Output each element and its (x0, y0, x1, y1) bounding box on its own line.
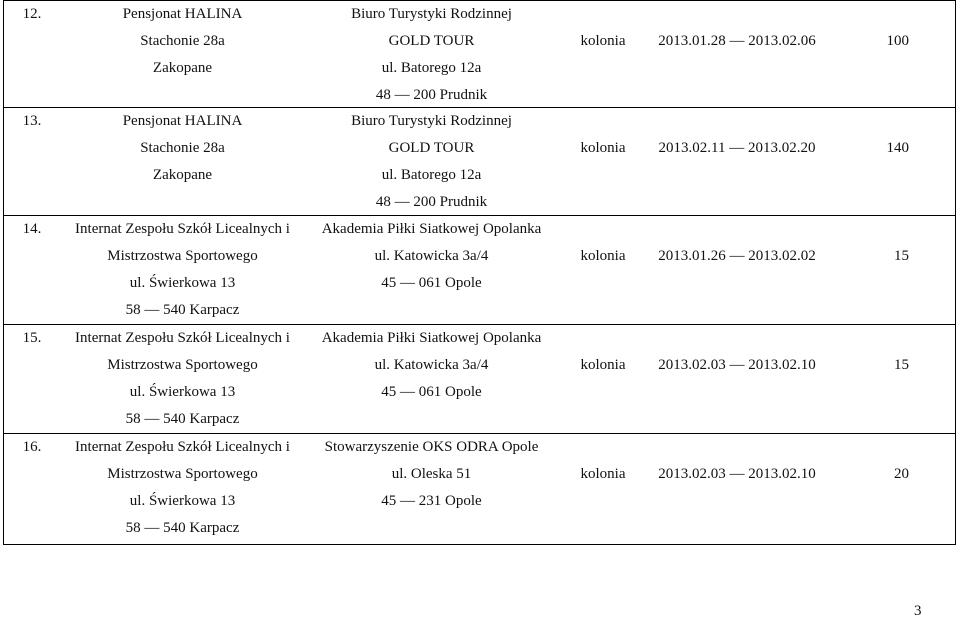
venue-line: Internat Zespołu Szkół Licealnych i (75, 439, 290, 455)
organizer-line: ul. Katowicka 3a/4 (374, 248, 489, 264)
organizer-line: Akademia Piłki Siatkowej Opolanka (321, 330, 542, 346)
stay-dates-cell (648, 108, 826, 215)
venue-line: Zakopane (152, 60, 213, 76)
table-row (4, 1, 955, 108)
organizer-cell (305, 216, 558, 324)
stay-dates-cell (648, 325, 826, 433)
stay-type: kolonia (580, 140, 626, 156)
venue-line: Zakopane (152, 167, 213, 183)
row-number: 13. (22, 113, 42, 129)
table-row (4, 434, 955, 545)
participant-count: 15 (894, 248, 909, 264)
organizer-line: Biuro Turystyki Rodzinnej (351, 113, 512, 129)
organizer-line: 45 — 061 Opole (381, 384, 482, 400)
organizer-line: 48 — 200 Prudnik (375, 194, 488, 210)
camps-table (3, 0, 956, 545)
venue-line: Mistrzostwa Sportowego (107, 466, 258, 482)
organizer-line: ul. Batorego 12a (381, 167, 482, 183)
participant-count: 15 (894, 357, 909, 373)
stay-dates-cell (648, 1, 826, 107)
table-row (4, 216, 955, 325)
row-number-cell (4, 108, 60, 215)
organizer-line: ul. Batorego 12a (381, 60, 482, 76)
stay-type: kolonia (580, 357, 626, 373)
organizer-line: 48 — 200 Prudnik (375, 87, 488, 103)
venue-cell (60, 216, 305, 324)
stay-type-cell (558, 325, 648, 433)
participant-count-cell (826, 1, 955, 107)
row-number-cell (4, 434, 60, 544)
row-number-cell (4, 216, 60, 324)
organizer-line: ul. Katowicka 3a/4 (374, 357, 489, 373)
venue-line: Pensjonat HALINA (122, 6, 243, 22)
venue-line: ul. Świerkowa 13 (129, 384, 236, 400)
stay-type: kolonia (580, 33, 626, 49)
venue-cell (60, 434, 305, 544)
stay-dates: 2013.02.11 — 2013.02.20 (658, 140, 816, 156)
stay-type: kolonia (580, 248, 626, 264)
participant-count-cell (826, 434, 955, 544)
table-row (4, 325, 955, 434)
participant-count-cell (826, 325, 955, 433)
venue-line: Pensjonat HALINA (122, 113, 243, 129)
participant-count: 20 (894, 466, 909, 482)
organizer-line: Stowarzyszenie OKS ODRA Opole (324, 439, 539, 455)
stay-dates-cell (648, 434, 826, 544)
row-number: 12. (22, 6, 42, 22)
venue-line: Stachonie 28a (140, 33, 225, 49)
organizer-line: 45 — 061 Opole (381, 275, 482, 291)
stay-type: kolonia (580, 466, 626, 482)
organizer-cell (305, 325, 558, 433)
venue-line: 58 — 540 Karpacz (125, 302, 240, 318)
participant-count: 100 (886, 33, 909, 49)
venue-line: Internat Zespołu Szkół Licealnych i (75, 330, 290, 346)
stay-type-cell (558, 1, 648, 107)
venue-line: 58 — 540 Karpacz (125, 411, 240, 427)
organizer-line: Biuro Turystyki Rodzinnej (351, 6, 512, 22)
row-number-cell (4, 1, 60, 107)
organizer-line: GOLD TOUR (388, 140, 475, 156)
stay-dates: 2013.01.26 — 2013.02.02 (658, 248, 816, 264)
row-number: 14. (22, 221, 42, 237)
stay-type-cell (558, 434, 648, 544)
stay-dates: 2013.01.28 — 2013.02.06 (658, 33, 816, 49)
participant-count: 140 (886, 140, 909, 156)
venue-line: Mistrzostwa Sportowego (107, 357, 258, 373)
stay-dates-cell (648, 216, 826, 324)
organizer-line: 45 — 231 Opole (381, 493, 482, 509)
row-number-cell (4, 325, 60, 433)
venue-cell (60, 1, 305, 107)
venue-line: 58 — 540 Karpacz (125, 520, 240, 536)
stay-type-cell (558, 108, 648, 215)
venue-cell (60, 108, 305, 215)
organizer-line: GOLD TOUR (388, 33, 475, 49)
venue-line: Stachonie 28a (140, 140, 225, 156)
organizer-cell (305, 434, 558, 544)
page-number: 3 (914, 603, 922, 619)
row-number: 15. (22, 330, 42, 346)
organizer-cell (305, 108, 558, 215)
organizer-cell (305, 1, 558, 107)
organizer-line: ul. Oleska 51 (391, 466, 472, 482)
venue-line: ul. Świerkowa 13 (129, 275, 236, 291)
stay-dates: 2013.02.03 — 2013.02.10 (658, 466, 816, 482)
organizer-line: Akademia Piłki Siatkowej Opolanka (321, 221, 542, 237)
venue-line: ul. Świerkowa 13 (129, 493, 236, 509)
table-row (4, 108, 955, 216)
venue-cell (60, 325, 305, 433)
stay-type-cell (558, 216, 648, 324)
participant-count-cell (826, 108, 955, 215)
stay-dates: 2013.02.03 — 2013.02.10 (658, 357, 816, 373)
participant-count-cell (826, 216, 955, 324)
venue-line: Internat Zespołu Szkół Licealnych i (75, 221, 290, 237)
venue-line: Mistrzostwa Sportowego (107, 248, 258, 264)
row-number: 16. (22, 439, 42, 455)
